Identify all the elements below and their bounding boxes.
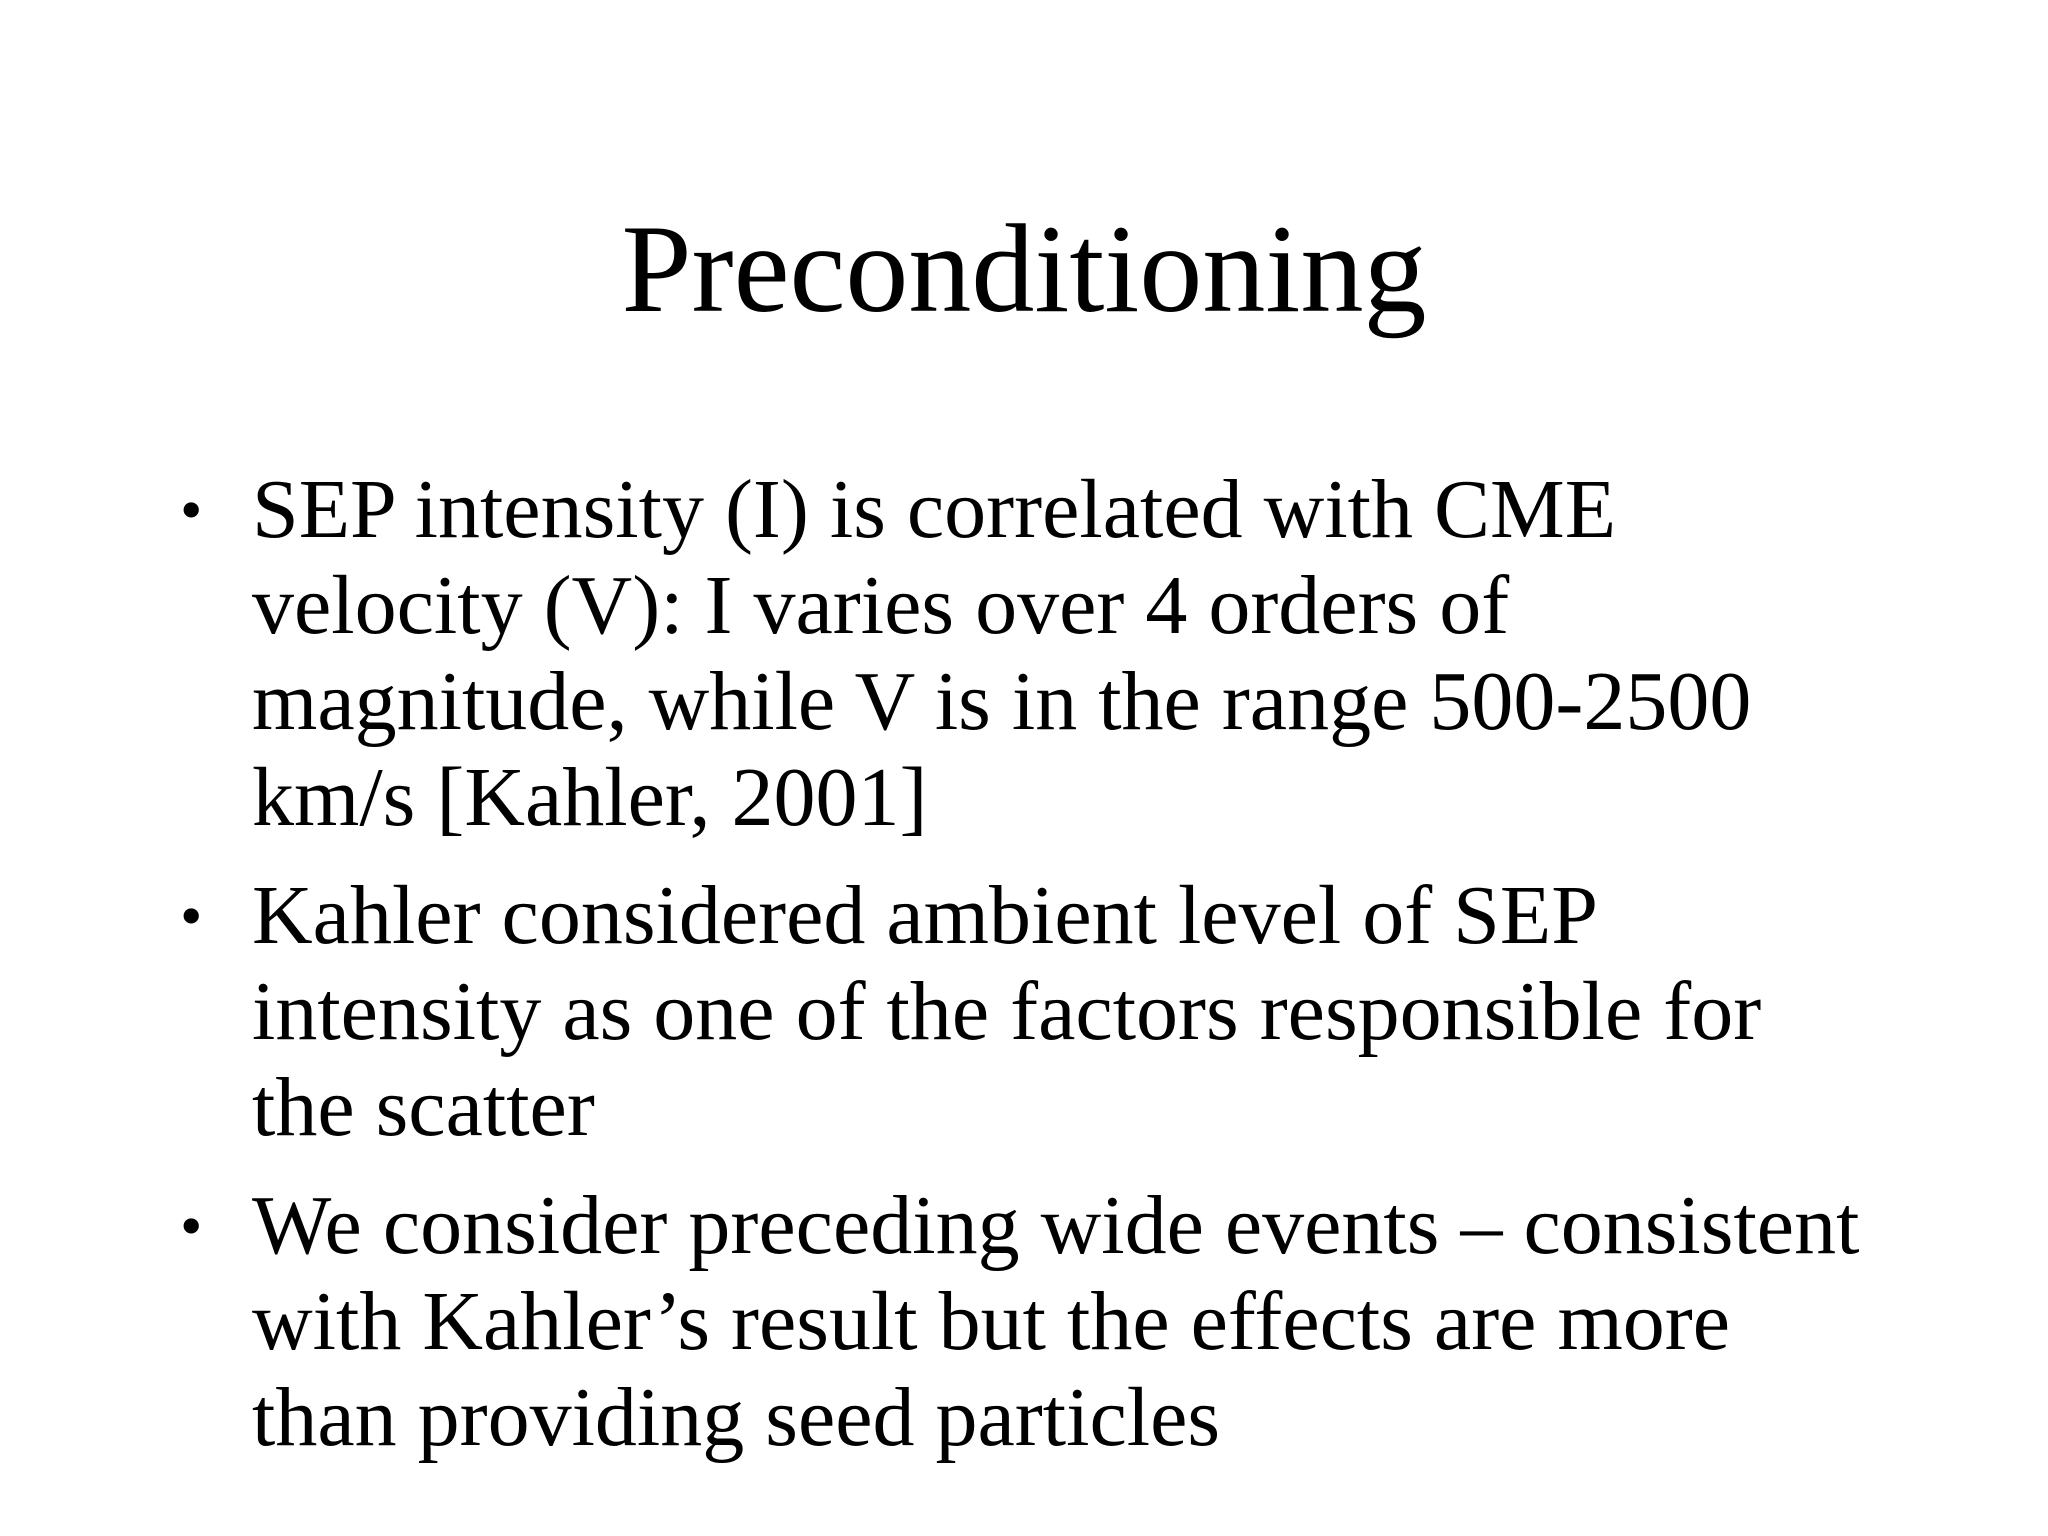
bullet-text: SEP intensity (I) is correlated with CME velocity (V): I varies over 4 orders of magnitude, while V is in the range 500-2500 km/s [Kahler, 2001]	[252, 463, 1752, 844]
bullet-text: Kahler considered ambient level of SEP intensity as one of the factors responsible for the scatter	[252, 869, 1762, 1154]
bullet-text: We consider preceding wide events – consistent with Kahler’s result but the effects are more than providing seed particles	[252, 1179, 1860, 1464]
bullet-dot-icon: •	[180, 880, 203, 951]
bullet-item	[180, 868, 1880, 1156]
bullet-dot-icon: •	[180, 1190, 203, 1261]
slide-title: Preconditioning	[621, 200, 1427, 339]
bullet-dot-icon: •	[180, 474, 203, 545]
bullet-item	[180, 462, 1880, 846]
bullet-item	[180, 1178, 1880, 1466]
bullet-list	[180, 462, 1880, 1488]
